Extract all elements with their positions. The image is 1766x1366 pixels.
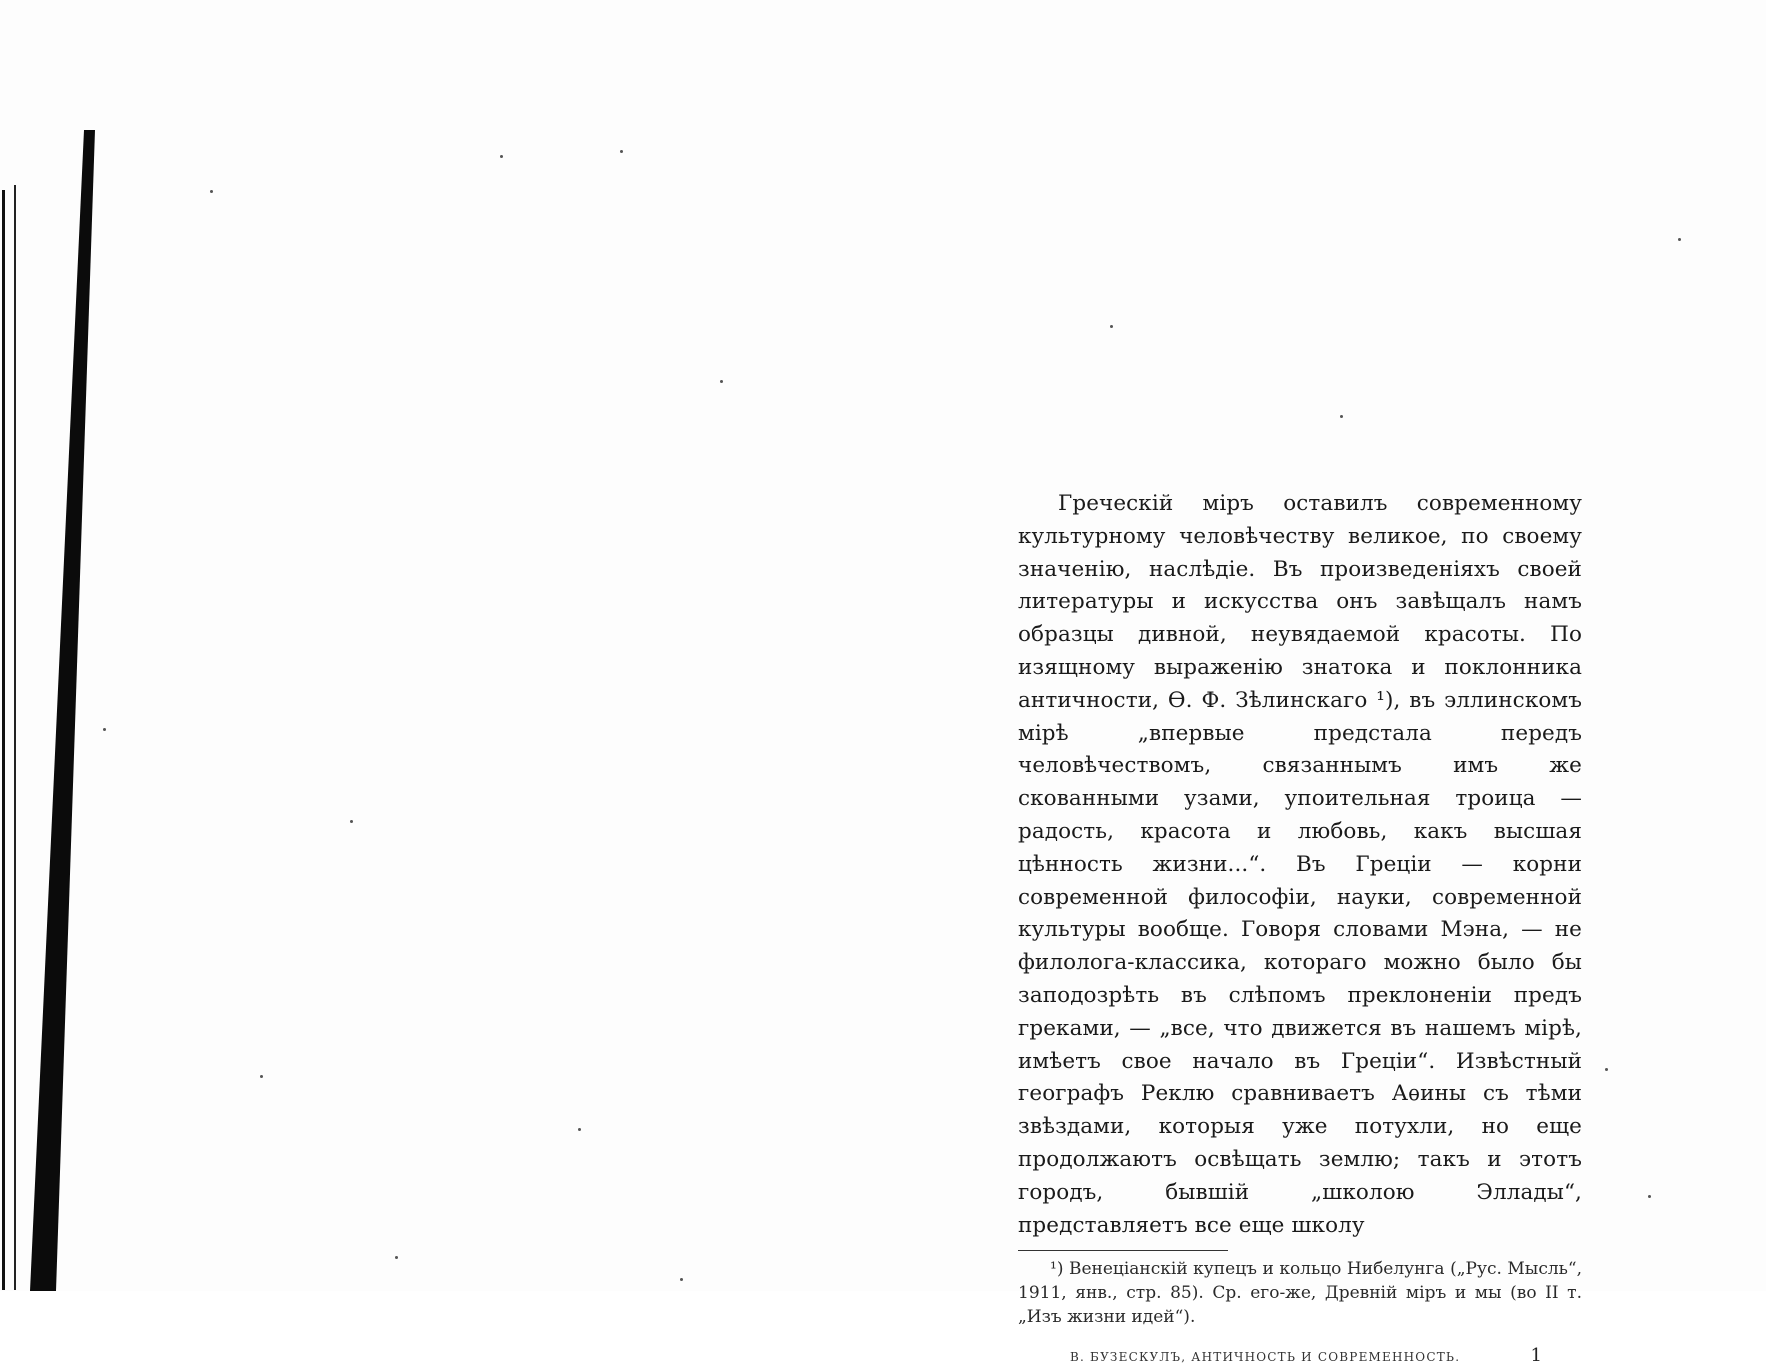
scan-speck: [1678, 238, 1681, 241]
scan-speck: [1110, 325, 1113, 328]
footnote-divider: [1018, 1250, 1228, 1251]
running-footer: [1018, 1345, 1582, 1366]
scan-speck: [620, 150, 623, 153]
scan-speck: [578, 1128, 581, 1131]
scan-speck: [395, 1256, 398, 1259]
scan-speck: [210, 190, 213, 193]
scan-speck: [680, 1278, 683, 1281]
scan-speck: [350, 820, 353, 823]
page-number: 1: [1530, 1345, 1542, 1366]
scan-speck: [720, 380, 723, 383]
running-footer-title: В. БУЗЕСКУЛЪ, АНТИЧНОСТЬ И СОВРЕМЕННОСТЬ.: [1070, 1350, 1461, 1365]
text-column: [1018, 488, 1582, 1366]
page-edge-line: [14, 185, 16, 1290]
scan-speck: [260, 1075, 263, 1078]
binding-shadow: [0, 0, 110, 1291]
main-paragraph: Греческій міръ оставилъ современному культурному человѣчеству великое, по своему значенію, наслѣдіе. Въ произведеніяхъ своей литературы и искусства онъ завѣщалъ намъ образцы дивной, неувядаемой красоты. По изящному выраженію знатока и поклонника античности, Ѳ. Ф. Зѣлинскаго ¹), въ эллинскомъ мірѣ „впервые предстала передъ человѣчествомъ, связаннымъ имъ же скованными узами, упоительная троица — радость, красота и любовь, какъ высшая цѣнность жизни...“. Въ Греціи — корни современной философіи, науки, современной культуры вообще. Говоря словами Мэна, — не филолога-классика, котораго можно было бы заподозрѣть въ слѣпомъ преклоненіи предъ греками, — „все, что движется въ нашемъ мірѣ, имѣетъ свое начало въ Греціи“. Извѣстный географъ Реклю сравниваетъ Аѳины съ тѣми звѣздами, которыя уже потухли, но еще продолжаютъ освѣщать землю; такъ и этотъ городъ, бывшій „школою Эллады“, представляетъ все еще школу: [1018, 491, 1582, 1238]
scan-speck: [1605, 1068, 1608, 1071]
page-edge-dark: [2, 190, 5, 1290]
footnote: ¹) Венеціанскій купецъ и кольцо Нибелунга („Рус. Мысль“, 1911, янв., стр. 85). Ср. его-же, Древній міръ и мы (во II т. „Изъ жизни идей“).: [1018, 1259, 1582, 1328]
scan-speck: [103, 728, 106, 731]
scan-speck: [1340, 415, 1343, 418]
scan-speck: [500, 155, 503, 158]
scan-speck: [1648, 1195, 1651, 1198]
